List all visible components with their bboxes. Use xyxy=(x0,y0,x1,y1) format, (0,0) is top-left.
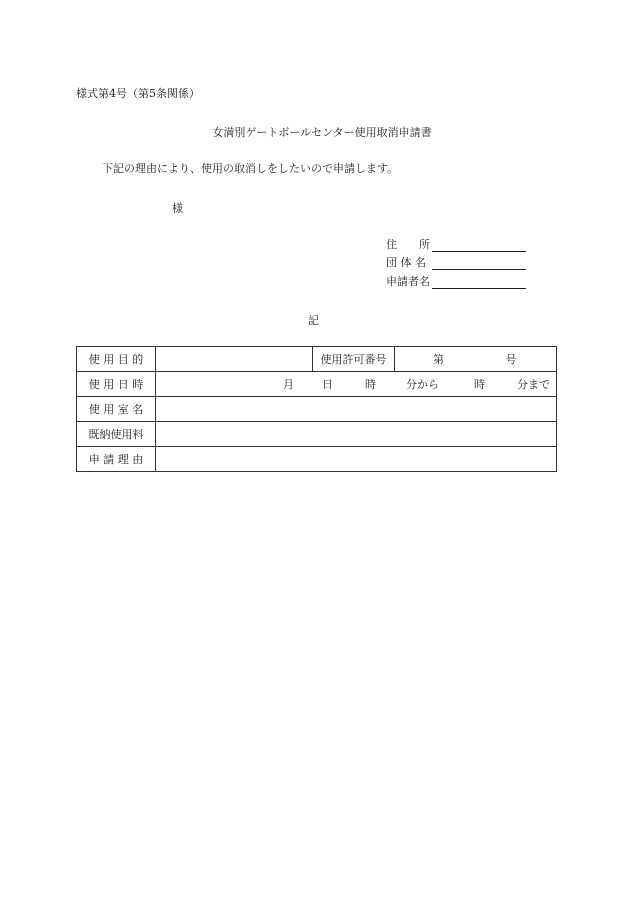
form-number: 様式第4号（第5条関係） xyxy=(76,87,200,100)
group-name-field[interactable] xyxy=(432,257,526,270)
permit-number-field[interactable] xyxy=(395,347,557,372)
ki-heading: 記 xyxy=(308,314,319,327)
datetime-label: 使 用 日 時 xyxy=(77,372,156,397)
applicant-name-label: 申請者名 xyxy=(386,275,430,288)
addressee-suffix: 様 xyxy=(172,202,183,215)
applicant-name-field[interactable] xyxy=(432,276,526,289)
applicant-group-row xyxy=(386,254,526,270)
permit-dai: 第 xyxy=(433,353,444,366)
table-row xyxy=(77,347,557,372)
dt-day: 日 xyxy=(322,378,333,391)
application-table xyxy=(76,346,557,472)
reason-field[interactable] xyxy=(156,447,557,472)
address-label: 住 所 xyxy=(386,238,430,251)
reason-label: 申 請 理 由 xyxy=(77,447,156,472)
room-label: 使 用 室 名 xyxy=(77,397,156,422)
dt-hour-to: 時 xyxy=(474,378,485,391)
applicant-name-row xyxy=(386,273,526,289)
fee-label: 既納使用料 xyxy=(77,422,156,447)
room-field[interactable] xyxy=(156,397,557,422)
table-row xyxy=(77,422,557,447)
applicant-address-row xyxy=(386,236,526,252)
dt-month: 月 xyxy=(283,378,294,391)
table-row xyxy=(77,372,557,397)
group-name-label: 団 体 名 xyxy=(386,256,426,269)
datetime-units xyxy=(156,376,556,392)
table-row xyxy=(77,397,557,422)
purpose-field[interactable] xyxy=(156,347,313,372)
table-row xyxy=(77,447,557,472)
document-title: 女満別ゲートボールセンター使用取消申請書 xyxy=(212,126,432,139)
intro-text: 下記の理由により、使用の取消しをしたいので申請します。 xyxy=(102,162,399,175)
dt-hour-from: 時 xyxy=(365,378,376,391)
address-field[interactable] xyxy=(432,239,526,252)
permit-go: 号 xyxy=(505,353,517,366)
dt-minute-from: 分から xyxy=(406,378,439,391)
datetime-field[interactable] xyxy=(156,372,557,397)
dt-minute-to: 分まで xyxy=(517,378,550,391)
purpose-label: 使 用 目 的 xyxy=(77,347,156,372)
permit-number-label: 使用許可番号 xyxy=(313,347,395,372)
fee-field[interactable] xyxy=(156,422,557,447)
